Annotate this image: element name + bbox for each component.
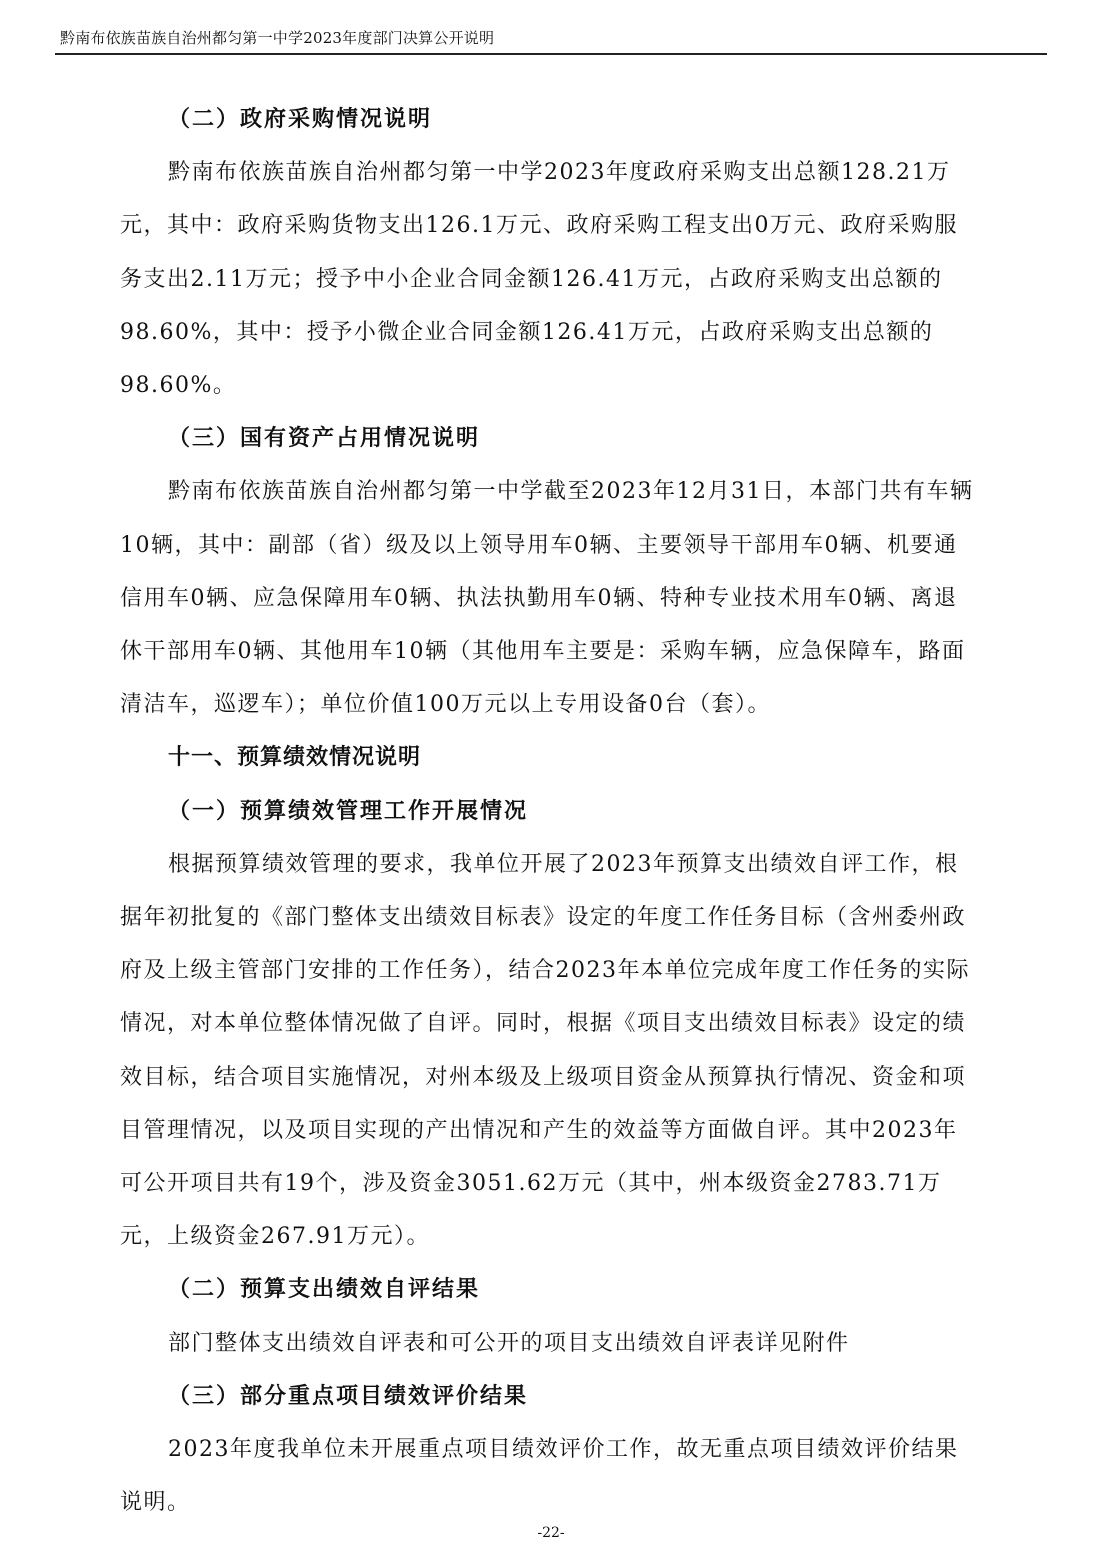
assets-paragraph: 黔南布依族苗族自治州都匀第一中学截至2023年12月31日，本部门共有车辆10辆，其中：副部（省）级及以上领导用车0辆、主要领导干部用车0辆、机要通信用车0辆、应急保障用车0辆、执法执勤用车0辆、特种专业技术用车0辆、离退休干部用车0辆、其他用车10辆（其他用车主要是：采购车辆，应急保障车，路面清洁车，巡逻车）；单位价值100万元以上专用设备0台（套）。 [120, 479, 974, 718]
section-heading: 十一、预算绩效情况说明 [168, 745, 422, 771]
running-header: 黔南布依族苗族自治州都匀第一中学2023年度部门决算公开说明 [60, 29, 495, 47]
self-eval-paragraph: 部门整体支出绩效自评表和可公开的项目支出绩效自评表详见附件 [168, 1330, 850, 1356]
self-eval-heading: （二）预算支出绩效自评结果 [168, 1276, 481, 1303]
procurement-heading: （二）政府采购情况说明 [168, 106, 433, 132]
procurement-paragraph: 黔南布依族苗族自治州都匀第一中学2023年度政府采购支出总额128.21万元，其中：政府采购货物支出126.1万元、政府采购工程支出0万元、政府采购服务支出2.11万元；授予中小企业合同金额126.41万元，占政府采购支出总额的98.60%，其中：授予小微企业合同金额126.41万元，占政府采购支出总额的98.60%。 [120, 160, 958, 399]
mgmt-paragraph: 根据预算绩效管理的要求，我单位开展了2023年预算支出绩效自评工作，根据年初批复的《部门整体支出绩效目标表》设定的年度工作任务目标（含州委州政府及上级主管部门安排的工作任务），结合2023年本单位完成年度工作任务的实际情况，对本单位整体情况做了自评。同时，根据《项目支出绩效目标表》设定的绩效目标，结合项目实施情况，对州本级及上级项目资金从预算执行情况、资金和项目管理情况，以及项目实现的产出情况和产生的效益等方面做自评。其中2023年可公开项目共有19个，涉及资金3051.62万元（其中，州本级资金2783.71万元，上级资金267.91万元）。 [120, 851, 970, 1250]
key-eval-paragraph: 2023年度我单位未开展重点项目绩效评价工作，故无重点项目绩效评价结果说明。 [120, 1437, 959, 1516]
document-body [120, 93, 980, 1529]
header-rule [55, 53, 1047, 55]
mgmt-heading: （一）预算绩效管理工作开展情况 [168, 797, 529, 824]
key-eval-heading: （三）部分重点项目绩效评价结果 [168, 1382, 529, 1409]
assets-heading: （三）国有资产占用情况说明 [168, 425, 481, 452]
page-number: -22- [537, 1525, 565, 1541]
